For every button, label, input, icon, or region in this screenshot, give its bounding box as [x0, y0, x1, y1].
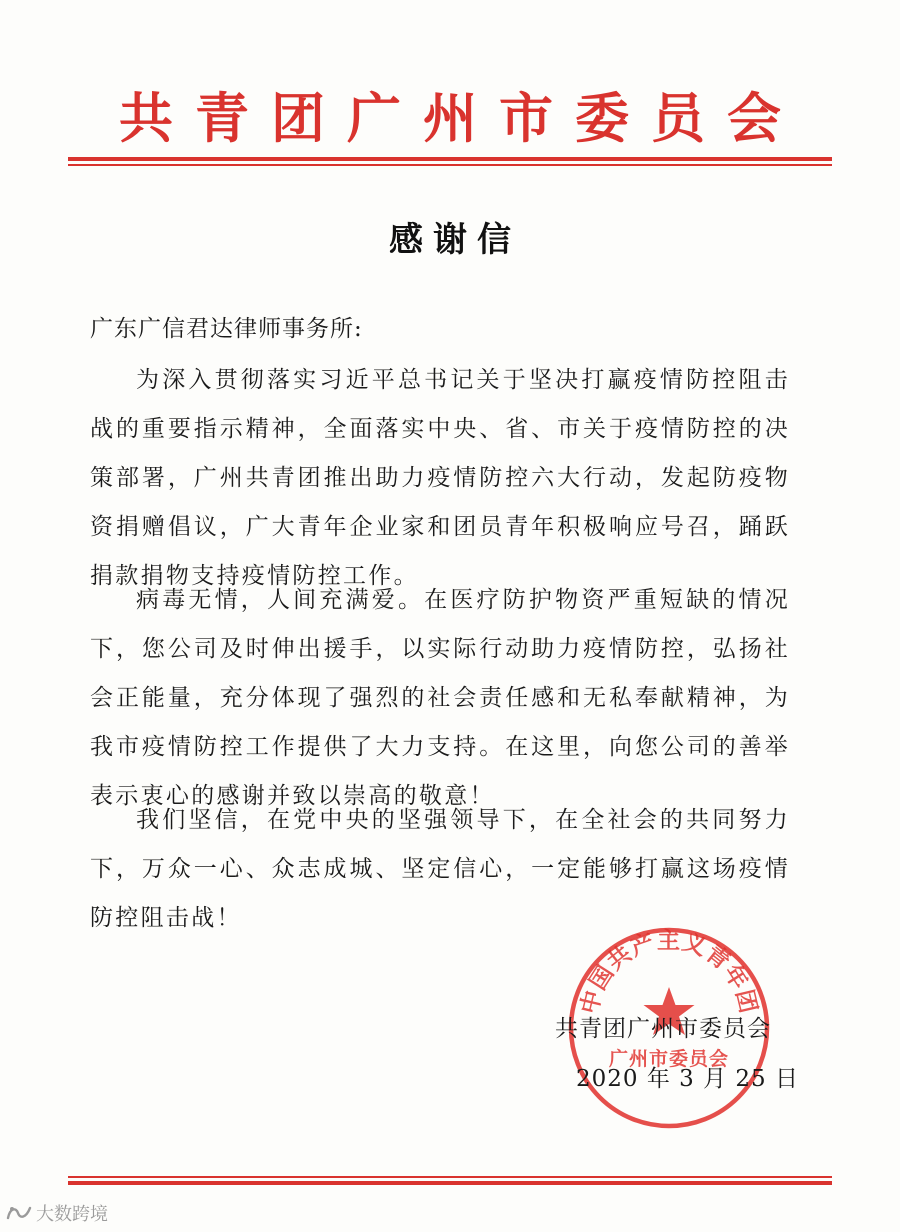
signature-organization: 共青团广州市委员会: [555, 1016, 771, 1042]
letter-paragraph-3: 我们坚信，在党中央的坚强领导下，在全社会的共同努力下，万众一心、众志成城、坚定信心，一定能够打赢这场疫情防控阻击战！: [90, 807, 790, 931]
footer-rule-thick: [68, 1181, 832, 1185]
watermark-text: 大数跨境: [36, 1204, 108, 1225]
letter-title: 感谢信: [389, 220, 521, 260]
footer-rule-thin: [68, 1176, 832, 1178]
watermark-logo-icon: [6, 1204, 32, 1222]
letter-salutation: 广东广信君达律师事务所:: [90, 316, 363, 342]
letterhead-rule-thin: [68, 164, 832, 166]
watermark: [6, 1200, 108, 1226]
signature-date: 2020 年 3 月 25 日: [576, 1066, 799, 1092]
letterhead-rule-thick: [68, 157, 832, 161]
letter-paragraph-1: 为深入贯彻落实习近平总书记关于坚决打赢疫情防控阻击战的重要指示精神，全面落实中央、省、市关于疫情防控的决策部署，广州共青团推出助力疫情防控六大行动，发起防疫物资捐赠倡议，广大青年企业家和团员青年积极响应号召，踊跃捐款捐物支持疫情防控工作。: [90, 367, 790, 589]
seal-inner-text: 广州市委员会: [608, 1048, 730, 1070]
letterhead-title: 共青团广州市委员会: [119, 86, 803, 150]
seal-outer-text: 中国共产主义青年团: [576, 928, 762, 1017]
letter-paragraph-2: 病毒无情，人间充满爱。在医疗防护物资严重短缺的情况下，您公司及时伸出援手，以实际行动助力疫情防控，弘扬社会正能量，充分体现了强烈的社会责任感和无私奉献精神，为我市疫情防控工作提供了大力支持。在这里，向您公司的善举表示衷心的感谢并致以崇高的敬意！: [90, 587, 790, 809]
